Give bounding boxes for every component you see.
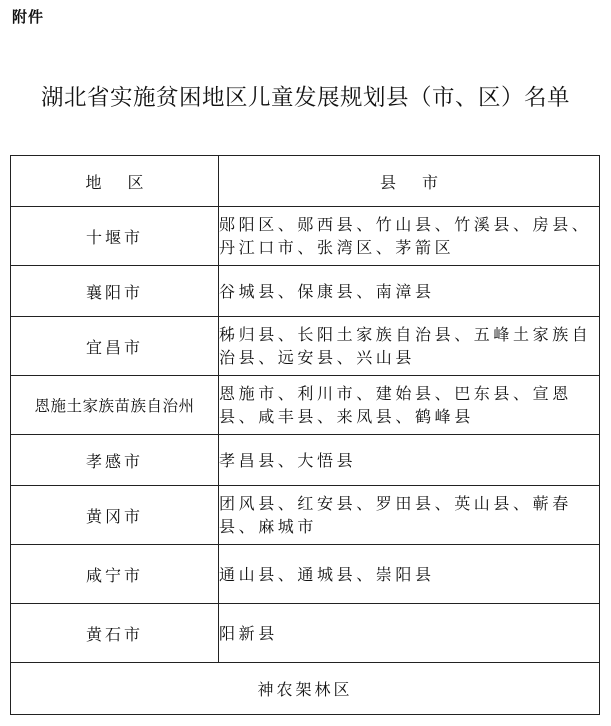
region-cell: 宜昌市: [11, 317, 219, 376]
counties-cell: 阳新县: [219, 604, 600, 663]
counties-cell: 恩施市、利川市、建始县、巴东县、宣恩县、咸丰县、来凤县、鹤峰县: [219, 376, 600, 435]
column-header-counties: 县市: [219, 156, 600, 207]
table-row: [11, 266, 600, 317]
table-row: [11, 545, 600, 604]
table-row: [11, 207, 600, 266]
table-row: [11, 376, 600, 435]
column-header-region: 地区: [11, 156, 219, 207]
county-list-table: [10, 155, 600, 715]
table-row: [11, 435, 600, 486]
table-footer-row: [11, 663, 600, 715]
region-cell: 孝感市: [11, 435, 219, 486]
counties-cell: 孝昌县、大悟县: [219, 435, 600, 486]
table-row: [11, 604, 600, 663]
footer-cell: 神农架林区: [11, 663, 600, 715]
region-cell: 黄冈市: [11, 486, 219, 545]
attachment-label: 附件: [12, 8, 45, 26]
region-cell: 十堰市: [11, 207, 219, 266]
table-header-row: [11, 156, 600, 207]
page-title: 湖北省实施贫困地区儿童发展规划县（市、区）名单: [40, 85, 570, 111]
counties-cell: 团风县、红安县、罗田县、英山县、蕲春县、麻城市: [219, 486, 600, 545]
region-cell: 恩施土家族苗族自治州: [11, 376, 219, 435]
region-cell: 黄石市: [11, 604, 219, 663]
counties-cell: 郧阳区、郧西县、竹山县、竹溪县、房县、丹江口市、张湾区、茅箭区: [219, 207, 600, 266]
region-cell: 咸宁市: [11, 545, 219, 604]
table-row: [11, 317, 600, 376]
counties-cell: 通山县、通城县、崇阳县: [219, 545, 600, 604]
table-row: [11, 486, 600, 545]
counties-cell: 谷城县、保康县、南漳县: [219, 266, 600, 317]
counties-cell: 秭归县、长阳土家族自治县、五峰土家族自治县、远安县、兴山县: [219, 317, 600, 376]
region-cell: 襄阳市: [11, 266, 219, 317]
